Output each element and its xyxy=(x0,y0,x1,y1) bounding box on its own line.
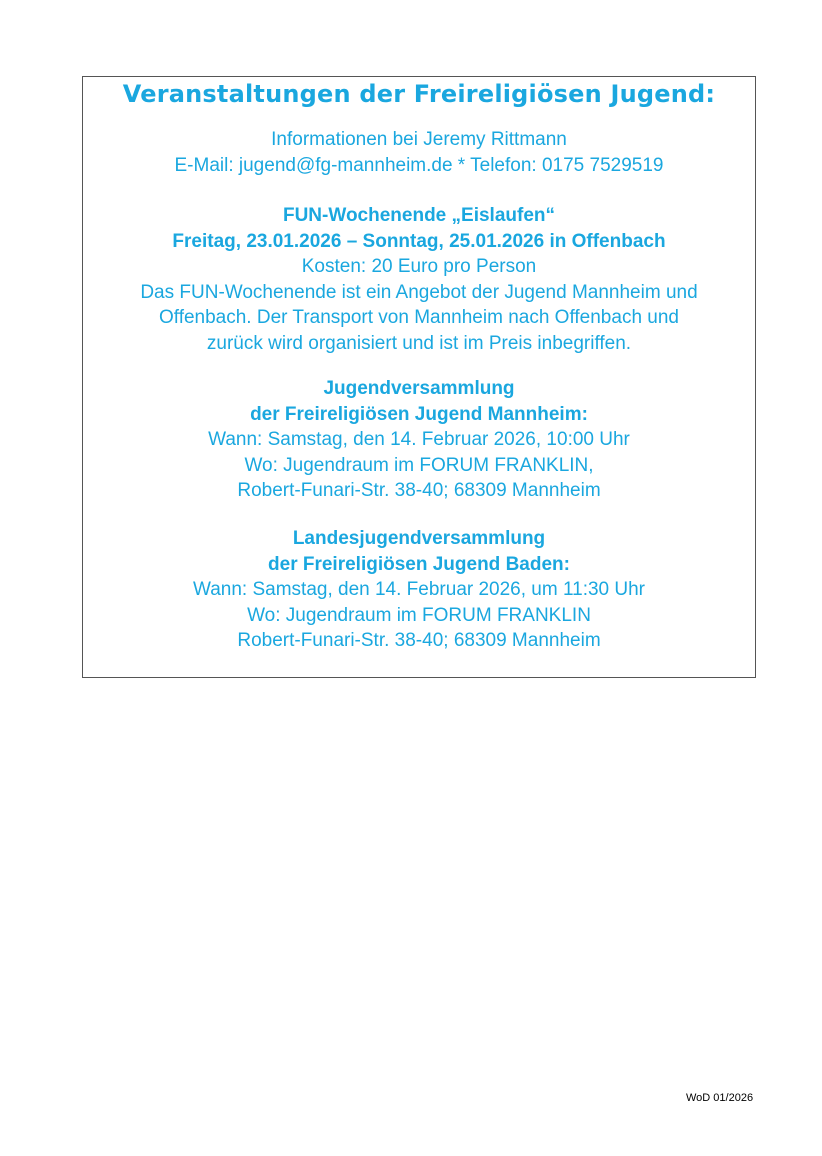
state-youth-assembly-when: Wann: Samstag, den 14. Februar 2026, um 11:30 Uhr xyxy=(192,579,646,600)
youth-assembly-address: Robert-Funari-Str. 38-40; 68309 Mannheim xyxy=(237,480,601,501)
state-youth-assembly-heading: Landesjugendversammlung xyxy=(292,528,546,549)
state-youth-assembly-section xyxy=(83,526,755,654)
youth-assembly-when: Wann: Samstag, den 14. Februar 2026, 10:00 Uhr xyxy=(208,429,630,450)
fun-weekend-dates: Freitag, 23.01.2026 – Sonntag, 25.01.2026 in Offenbach xyxy=(172,230,666,252)
state-youth-assembly-where: Wo: Jugendraum im FORUM FRANKLIN xyxy=(247,604,591,626)
fun-weekend-section xyxy=(83,203,755,356)
events-title: Veranstaltungen der Freireligiösen Jugend: xyxy=(122,80,716,108)
contact-person: Informationen bei Jeremy Rittmann xyxy=(271,129,567,150)
document-footer-code: WoD 01/2026 xyxy=(686,1092,754,1104)
youth-assembly-where: Wo: Jugendraum im FORUM FRANKLIN, xyxy=(244,454,594,476)
fun-weekend-description-line: Das FUN-Wochenende ist ein Angebot der Jugend Mannheim und xyxy=(140,281,698,303)
state-youth-assembly-address: Robert-Funari-Str. 38-40; 68309 Mannheim xyxy=(237,630,601,651)
fun-weekend-heading: FUN-Wochenende „Eislaufen“ xyxy=(282,205,555,226)
youth-assembly-heading: Jugendversammlung xyxy=(323,378,515,399)
state-youth-assembly-subheading: der Freireligiösen Jugend Baden: xyxy=(268,553,570,575)
contact-email-phone: E-Mail: jugend@fg-mannheim.de * Telefon: 0175 7529519 xyxy=(174,154,664,176)
youth-assembly-section xyxy=(83,376,755,504)
fun-weekend-description-line: Offenbach. Der Transport von Mannheim nach Offenbach und xyxy=(158,307,679,328)
fun-weekend-cost: Kosten: 20 Euro pro Person xyxy=(301,256,537,277)
events-box xyxy=(82,76,756,678)
youth-assembly-subheading: der Freireligiösen Jugend Mannheim: xyxy=(250,403,588,425)
contact-info xyxy=(83,127,755,178)
fun-weekend-description-line: zurück wird organisiert und ist im Preis inbegriffen. xyxy=(206,332,632,354)
